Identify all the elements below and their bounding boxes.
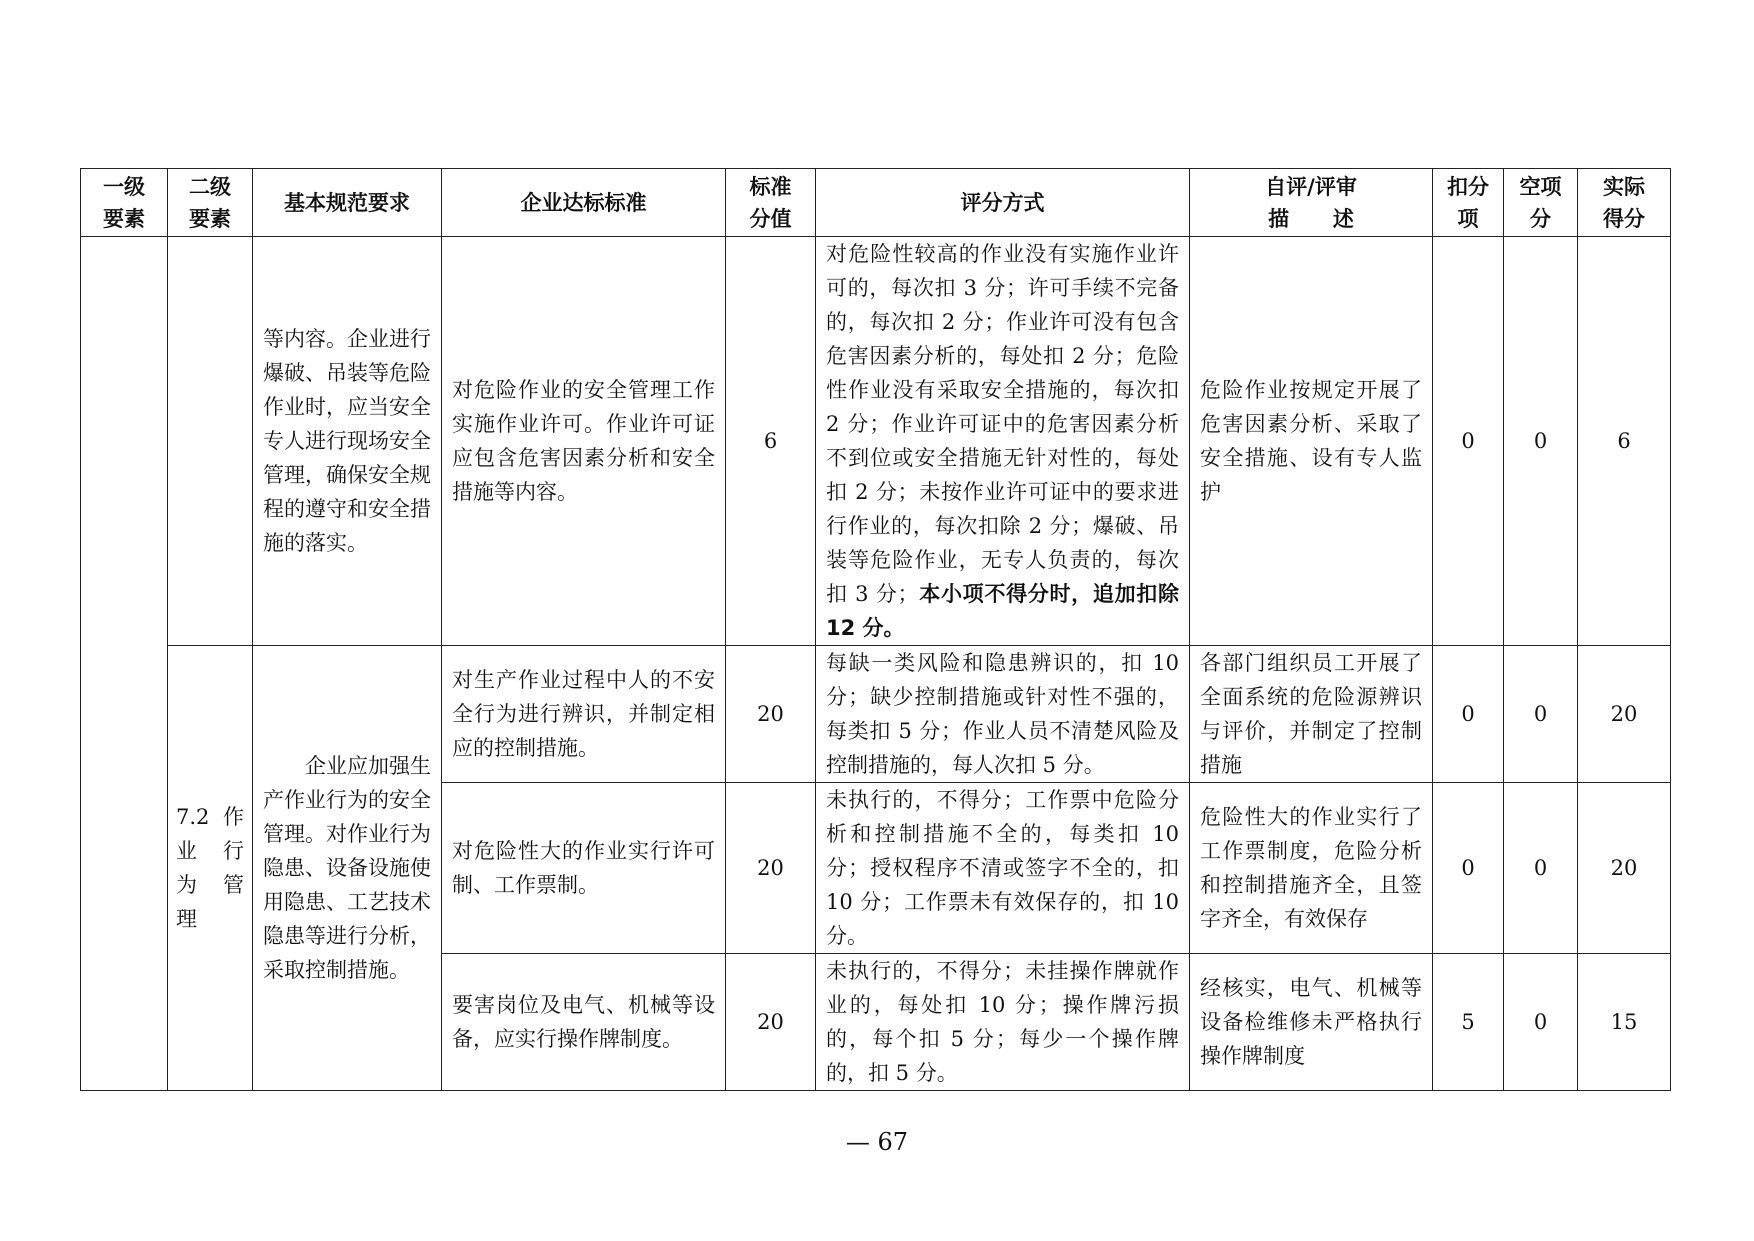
- empty-item-cell: 0: [1504, 954, 1578, 1091]
- standard-cell: 对生产作业过程中人的不安全行为进行辨识，并制定相应的控制措施。: [442, 646, 726, 783]
- header-level2: 二级 要素: [168, 169, 253, 237]
- self-eval-cell: 各部门组织员工开展了全面系统的危险源辨识与评价，并制定了控制措施: [1190, 646, 1433, 783]
- standard-cell: 对危险性大的作业实行许可制、工作票制。: [442, 783, 726, 954]
- requirement-cell: 企业应加强生产作业行为的安全管理。对作业行为隐患、设备设施使用隐患、工艺技术隐患等进行分析，采取控制措施。: [253, 646, 442, 1091]
- standard-cell: 对危险作业的安全管理工作实施作业许可。作业许可证应包含危害因素分析和安全措施等内容。: [442, 237, 726, 646]
- evaluation-table-wrapper: [80, 168, 1671, 1091]
- scoring-bold-note: 本小项不得分时，追加扣除 12 分。: [826, 582, 1180, 640]
- scoring-cell: 对危险性较高的作业没有实施作业许可的，每次扣 3 分；许可手续不完备的，每次扣 2 分；作业许可没有包含危害因素分析的，每处扣 2 分；危险性作业没有采取安全措施的，每次扣 2 分；作业许可证中的危害因素分析不到位或安全措施无针对性的，每处扣 2 分；未按作业许可证中的要求进行作业的，每次扣除 2 分；爆破、吊装等危险作业，无专人负责的，每次扣 3 分；本小项不得分时，追加扣除 12 分。: [816, 237, 1190, 646]
- self-eval-cell: 危险作业按规定开展了危害因素分析、采取了安全措施、设有专人监护: [1190, 237, 1433, 646]
- header-empty-item: 空项 分: [1504, 169, 1578, 237]
- level2-cell-empty: [168, 237, 253, 646]
- table-row: [81, 646, 1671, 783]
- actual-cell: 15: [1578, 954, 1671, 1091]
- level1-cell: [81, 237, 168, 1091]
- scoring-cell: 每缺一类风险和隐患辨识的，扣 10 分；缺少控制措施或针对性不强的，每类扣 5 分；作业人员不清楚风险及控制措施的，每人次扣 5 分。: [816, 646, 1190, 783]
- header-self-eval: 自评/评审 描 述: [1190, 169, 1433, 237]
- header-level1: 一级 要素: [81, 169, 168, 237]
- empty-item-cell: 0: [1504, 783, 1578, 954]
- table-row: [81, 237, 1671, 646]
- header-row: [81, 169, 1671, 237]
- actual-cell: 20: [1578, 783, 1671, 954]
- actual-cell: 6: [1578, 237, 1671, 646]
- header-requirement: 基本规范要求: [253, 169, 442, 237]
- std-score-cell: 20: [726, 783, 816, 954]
- empty-item-cell: 0: [1504, 646, 1578, 783]
- scoring-cell: 未执行的，不得分；未挂操作牌就作业的，每处扣 10 分；操作牌污损的，每个扣 5 分；每少一个操作牌的，扣 5 分。: [816, 954, 1190, 1091]
- std-score-cell: 20: [726, 954, 816, 1091]
- scoring-cell: 未执行的，不得分；工作票中危险分析和控制措施不全的，每类扣 10 分；授权程序不清或签字不全的，扣 10 分；工作票未有效保存的，扣 10 分。: [816, 783, 1190, 954]
- empty-item-cell: 0: [1504, 237, 1578, 646]
- deduct-cell: 5: [1433, 954, 1504, 1091]
- level2-cell: 7.2 作 业 行 为 管理: [168, 646, 253, 1091]
- evaluation-table: [80, 168, 1671, 1091]
- deduct-cell: 0: [1433, 646, 1504, 783]
- requirement-cell: 等内容。企业进行爆破、吊装等危险作业时，应当安全专人进行现场安全管理，确保安全规程的遵守和安全措施的落实。: [253, 237, 442, 646]
- std-score-cell: 20: [726, 646, 816, 783]
- self-eval-cell: 危险性大的作业实行了工作票制度，危险分析和控制措施齐全，且签字齐全，有效保存: [1190, 783, 1433, 954]
- page-number: — 67: [845, 1128, 909, 1156]
- self-eval-cell: 经核实，电气、机械等设备检维修未严格执行操作牌制度: [1190, 954, 1433, 1091]
- deduct-cell: 0: [1433, 237, 1504, 646]
- standard-cell: 要害岗位及电气、机械等设备，应实行操作牌制度。: [442, 954, 726, 1091]
- actual-cell: 20: [1578, 646, 1671, 783]
- header-standard: 企业达标标准: [442, 169, 726, 237]
- header-actual: 实际 得分: [1578, 169, 1671, 237]
- header-std-score: 标准 分值: [726, 169, 816, 237]
- deduct-cell: 0: [1433, 783, 1504, 954]
- header-deduct: 扣分 项: [1433, 169, 1504, 237]
- header-scoring: 评分方式: [816, 169, 1190, 237]
- std-score-cell: 6: [726, 237, 816, 646]
